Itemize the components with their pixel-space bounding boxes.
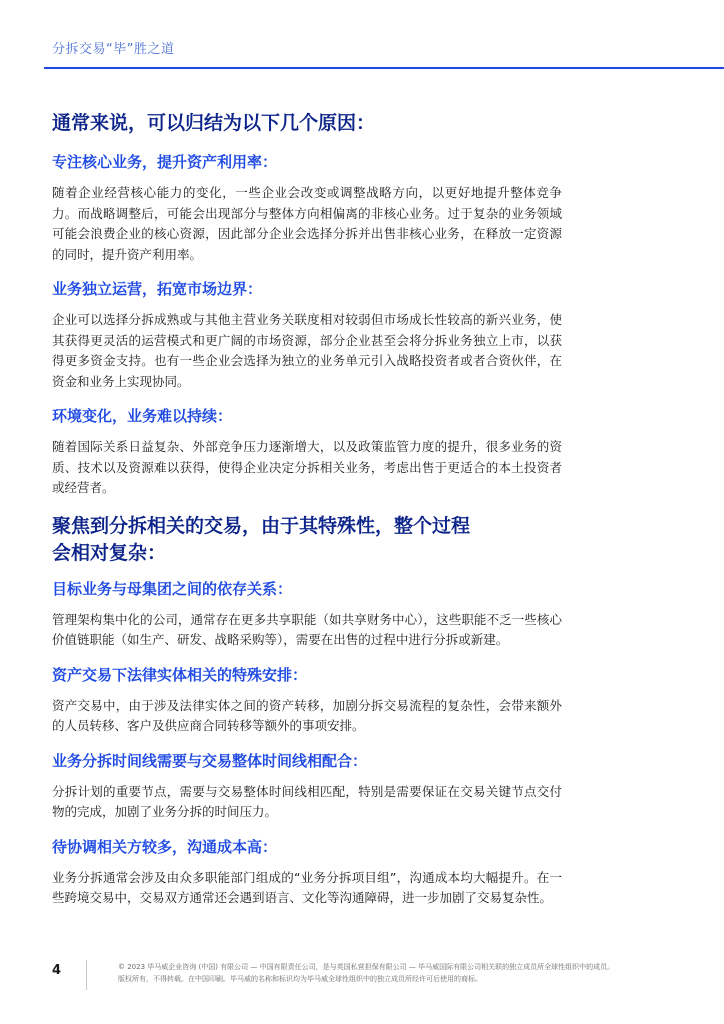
- subheading-environment-change: 环境变化，业务难以持续：: [52, 407, 233, 425]
- page-header: [0, 0, 724, 70]
- footer-divider: [86, 960, 87, 990]
- paragraph-timeline: 分拆计划的重要节点，需要与交易整体时间线相匹配，特别是需要保证在交易关键节点交付物的完成，加剧了业务分拆的时间压力。: [52, 783, 562, 819]
- footer-legal: [118, 961, 678, 985]
- paragraph-core-business: 随着企业经营核心能力的变化，一些企业会改变或调整战略方向，以更好地提升整体竞争力。而战略调整后，可能会出现部分与整体方向相偏离的非核心业务。过于复杂的业务领域可能会浪费企业的核心资源，因此部分企业会选择分拆并出售非核心业务，在释放一定资源的同时，提升资产利用率。: [52, 185, 562, 262]
- subheading-independent-operation: 业务独立运营，拓宽市场边界：: [52, 280, 263, 298]
- main-content: [52, 110, 562, 909]
- subheading-dependency: 目标业务与母集团之间的依存关系：: [52, 579, 293, 598]
- page-number: 4: [52, 963, 62, 978]
- running-title: 分拆交易“毕”胜之道: [52, 42, 175, 57]
- section-heading-reasons: 通常来说，可以归结为以下几个原因：: [52, 112, 376, 134]
- subheading-legal-entity: 资产交易下法律实体相关的特殊安排：: [52, 665, 308, 684]
- paragraph-legal-entity: 资产交易中，由于涉及法律实体之间的资产转移，加剧分拆交易流程的复杂性，会带来额外的人员转移、客户及供应商合同转移等额外的事项安排。: [52, 697, 562, 733]
- subheading-coordination: 待协调相关方较多，沟通成本高：: [52, 837, 278, 856]
- paragraph-independent-operation: 企业可以选择分拆成熟或与其他主营业务关联度相对较弱但市场成长性较高的新兴业务，使其获得更灵活的运营模式和更广阔的市场资源，部分企业甚至会将分拆业务独立上市，以获得更多资金支持。也有一些企业会选择为独立的业务单元引入战略投资者或者合资伙伴，在资金和业务上实现协同。: [52, 312, 562, 389]
- section-heading-complexity-line1: 聚焦到分拆相关的交易，由于其特殊性，整个过程: [52, 514, 471, 537]
- subheading-core-business: 专注核心业务，提升资产利用率：: [52, 153, 278, 171]
- paragraph-dependency: 管理架构集中化的公司，通常存在更多共享职能（如共享财务中心），这些职能不乏一些核心价值链职能（如生产、研发、战略采购等），需要在出售的过程中进行分拆或新建。: [52, 611, 562, 647]
- paragraph-environment-change: 随着国际关系日益复杂、外部竞争压力逐渐增大，以及政策监管力度的提升，很多业务的资质、技术以及资源难以获得，使得企业决定分拆相关业务，考虑出售于更适合的本土投资者或经营者。: [52, 439, 562, 495]
- paragraph-coordination: 业务分拆通常会涉及由众多职能部门组成的“业务分拆项目组”，沟通成本均大幅提升。在一些跨境交易中，交易双方通常还会遇到语言、文化等沟通障碍，进一步加剧了交易复杂性。: [52, 869, 562, 905]
- section-heading-complexity-line2: 会相对复杂：: [52, 541, 167, 564]
- footer-legal-line1: © 2023 毕马威企业咨询 (中国) 有限公司 — 中国有限责任公司，是与英国私营担保有限公司 — 毕马威国际有限公司相关联的独立成员所全球性组织中的成员。: [118, 963, 615, 971]
- header-rule: [44, 67, 724, 69]
- section-heading-complexity: [52, 513, 562, 567]
- subheading-timeline: 业务分拆时间线需要与交易整体时间线相配合：: [52, 751, 368, 770]
- footer-legal-line2: 版权所有，不得转载。在中国印刷。毕马威的名称和标识均为毕马威全球性组织中的独立成员所经许可后使用的商标。: [118, 975, 482, 983]
